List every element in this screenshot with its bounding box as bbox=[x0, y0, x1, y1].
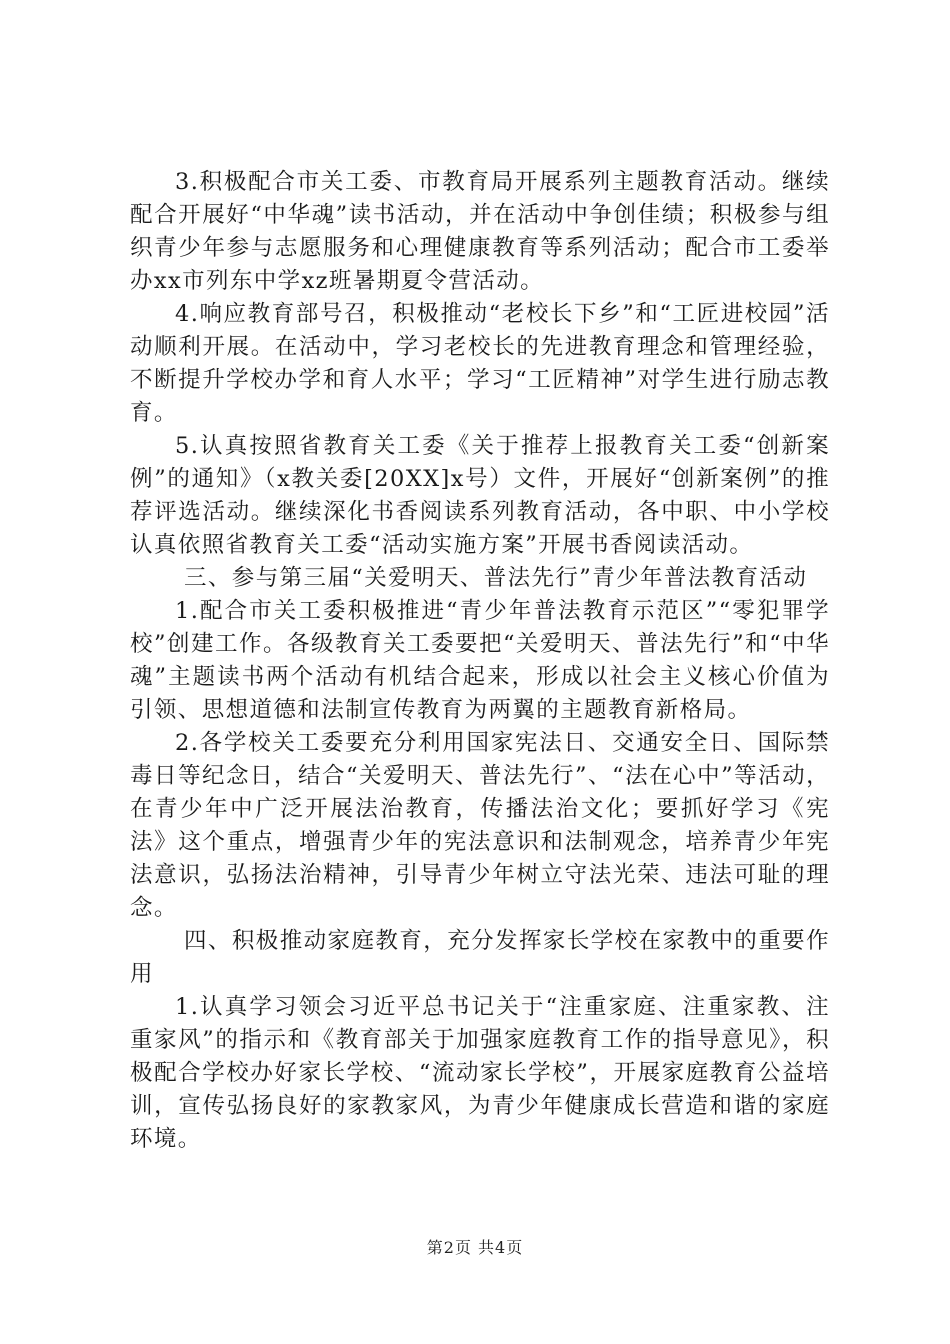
section-heading-4: 四、积极推动家庭教育，充分发挥家长学校在家教中的重要作用 bbox=[130, 928, 830, 987]
paragraph-section4-item-1: 1.认真学习领会习近平总书记关于“注重家庭、注重家教、注重家风”的指示和《教育部关于加强家庭教育工作的指导意见》，积极配合学校办好家长学校、“流动家长学校”，开展家庭教育公益培训，宣传弘扬良好的家教家风，为青少年健康成长营造和谐的家庭环境。 bbox=[130, 994, 830, 1152]
page-number-label: 第2页 共4页 bbox=[426, 1238, 524, 1257]
section-heading-3: 三、参与第三届“关爱明天、普法先行”青少年普法教育活动 bbox=[184, 565, 808, 591]
document-body bbox=[130, 166, 830, 1156]
paragraph-section3-item-2: 2.各学校关工委要充分利用国家宪法日、交通安全日、国际禁毒日等纪念日，结合“关爱明天、普法先行”、“法在心中”等活动，在青少年中广泛开展法治教育，传播法治文化；要抓好学习《宪法》这个重点，增强青少年的宪法意识和法制观念，培养青少年宪法意识，弘扬法治精神，引导青少年树立守法光荣、违法可耻的理念。 bbox=[130, 730, 830, 921]
paragraph-section3-item-1: 1.配合市关工委积极推进“青少年普法教育示范区”“零犯罪学校”创建工作。各级教育关工委要把“关爱明天、普法先行”和“中华魂”主题读书两个活动有机结合起来，形成以社会主义核心价值为引领、思想道德和法制宣传教育为两翼的主题教育新格局。 bbox=[130, 598, 830, 723]
page-footer bbox=[0, 1238, 950, 1258]
paragraph-item-4: 4.响应教育部号召，积极推动“老校长下乡”和“工匠进校园”活动顺利开展。在活动中，学习老校长的先进教育理念和管理经验，不断提升学校办学和育人水平；学习“工匠精神”对学生进行励志教育。 bbox=[130, 301, 830, 426]
paragraph-item-3: 3.积极配合市关工委、市教育局开展系列主题教育活动。继续配合开展好“中华魂”读书活动，并在活动中争创佳绩；积极参与组织青少年参与志愿服务和心理健康教育等系列活动；配合市工委举办xx市列东中学xz班暑期夏令营活动。 bbox=[130, 169, 830, 294]
paragraph-item-5: 5.认真按照省教育关工委《关于推荐上报教育关工委“创新案例”的通知》（x教关委[20XX]x号）文件，开展好“创新案例”的推荐评选活动。继续深化书香阅读系列教育活动，各中职、中小学校认真依照省教育关工委“活动实施方案”开展书香阅读活动。 bbox=[130, 433, 830, 558]
